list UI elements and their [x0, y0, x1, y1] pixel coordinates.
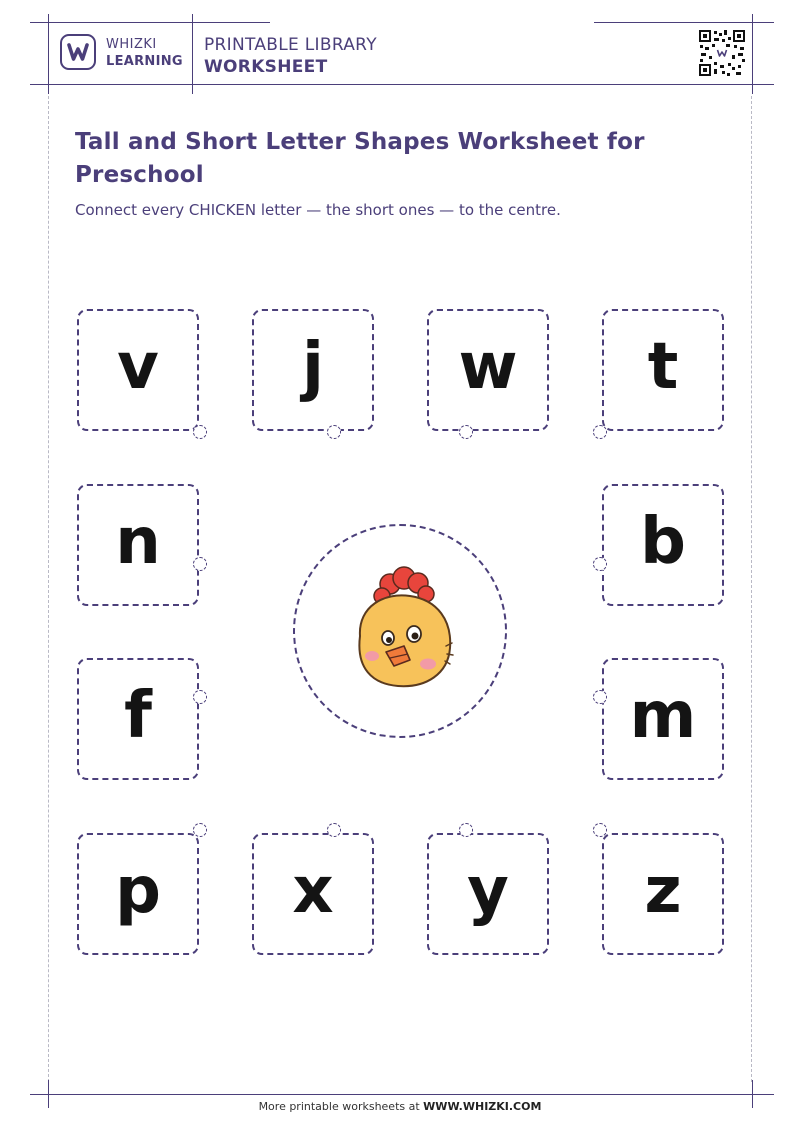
connector-dot-m[interactable] — [593, 690, 607, 704]
letter-card-m — [602, 658, 724, 780]
connector-dot-f[interactable] — [193, 690, 207, 704]
letter-card-t — [602, 309, 724, 431]
whizki-logo-icon — [60, 34, 96, 70]
letter-text: z — [644, 854, 682, 928]
header-vline-right — [752, 14, 753, 94]
letter-card-b — [602, 484, 724, 606]
connector-dot-j[interactable] — [327, 425, 341, 439]
footer-text — [0, 1100, 800, 1113]
brand-name — [106, 36, 183, 70]
header-rule-top-left — [30, 22, 270, 23]
letter-text: t — [647, 330, 679, 404]
letter-card-x — [252, 833, 374, 955]
footer-prefix: More printable worksheets at — [258, 1100, 420, 1113]
header-title — [204, 34, 377, 78]
connector-dot-w[interactable] — [459, 425, 473, 439]
letter-text: n — [115, 505, 161, 579]
letter-card-w — [427, 309, 549, 431]
letter-card-p — [77, 833, 199, 955]
worksheet-title: Tall and Short Letter Shapes Worksheet for Preschool — [75, 129, 645, 188]
letter-text: x — [292, 854, 334, 928]
letter-text: j — [302, 330, 324, 404]
letter-card-z — [602, 833, 724, 955]
footer-rule — [30, 1094, 774, 1095]
letter-card-n — [77, 484, 199, 606]
worksheet-instruction: Connect every CHICKEN letter — the short ones — to the centre. — [75, 201, 561, 219]
chicken-head-icon — [330, 566, 470, 696]
connector-dot-n[interactable] — [193, 557, 207, 571]
connector-dot-t[interactable] — [593, 425, 607, 439]
letter-card-j — [252, 309, 374, 431]
connector-dot-v[interactable] — [193, 425, 207, 439]
connector-dot-z[interactable] — [593, 823, 607, 837]
qr-code-icon — [698, 29, 746, 77]
center-target[interactable] — [293, 524, 507, 738]
header-rule-bottom — [30, 84, 774, 85]
brand-line2: LEARNING — [106, 54, 183, 69]
letter-text: m — [629, 679, 697, 753]
letter-text: y — [467, 854, 509, 928]
letter-text: f — [124, 679, 152, 753]
header-vline-divider — [192, 14, 193, 94]
connector-dot-p[interactable] — [193, 823, 207, 837]
letter-card-y — [427, 833, 549, 955]
letter-text: v — [117, 330, 159, 404]
header-vline-left — [48, 14, 49, 94]
connector-dot-x[interactable] — [327, 823, 341, 837]
connector-dot-y[interactable] — [459, 823, 473, 837]
letter-text: p — [115, 854, 161, 928]
letter-card-f — [77, 658, 199, 780]
letter-text: b — [640, 505, 686, 579]
letter-text: w — [458, 330, 518, 404]
brand-line1: WHIZKI — [106, 37, 157, 52]
connector-dot-b[interactable] — [593, 557, 607, 571]
header-rule-top-right — [594, 22, 774, 23]
header-title-line2: WORKSHEET — [204, 57, 328, 77]
header-title-line1: PRINTABLE LIBRARY — [204, 35, 377, 55]
letter-card-v — [77, 309, 199, 431]
footer-url-link[interactable]: WWW.WHIZKI.COM — [423, 1100, 542, 1113]
